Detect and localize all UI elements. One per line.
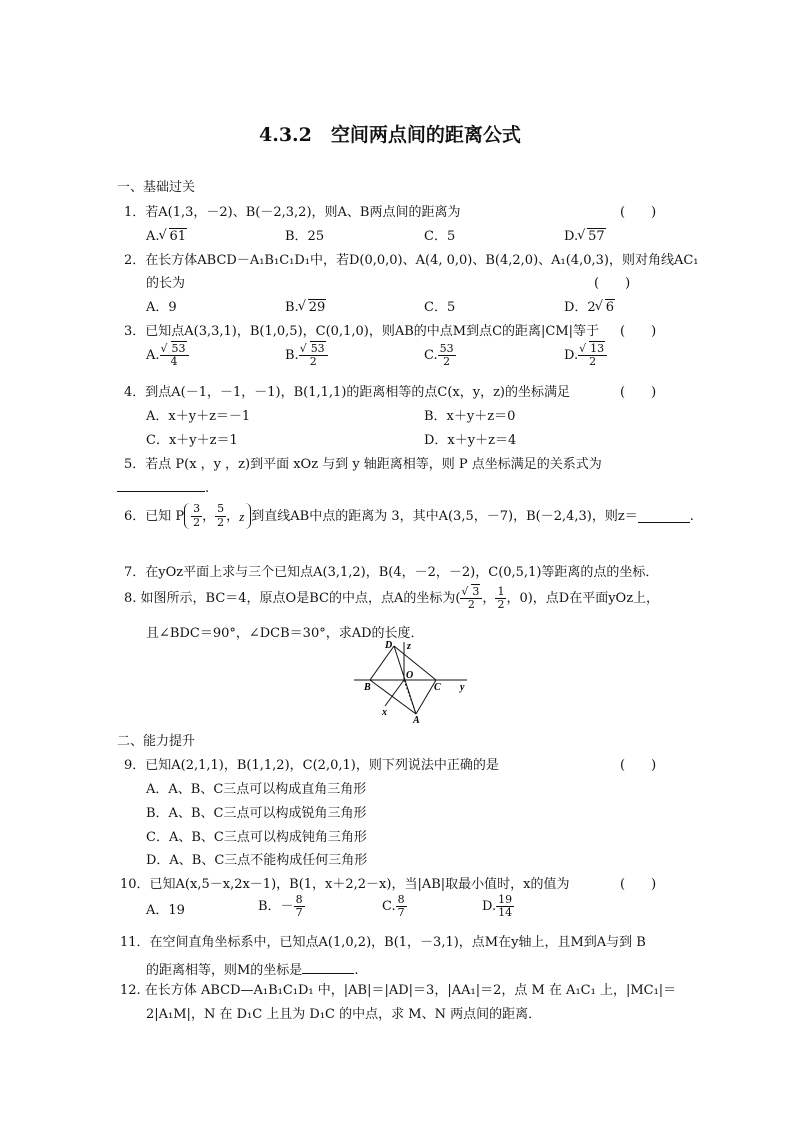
q3-option-c: C. $\frac{53}{2}$ [424, 342, 454, 369]
q3-answer-paren: ( ) [620, 324, 657, 339]
q1-option-d: D.√ 57 [564, 230, 606, 243]
q11-stem-line2: 的距离相等，则M的坐标是 . [146, 960, 358, 977]
q10-option-c: C. $\frac{8}{7}$ [382, 893, 405, 920]
label-d: D [385, 640, 393, 651]
label-o: O [406, 670, 414, 681]
q9-stem: 9．已知A(2,1,1)，B(1,1,2)，C(2,0,1)，则下列说法中正确的是 [124, 758, 499, 773]
q9-option-a: A．A、B、C三点可以构成直角三角形 [146, 782, 367, 797]
q2-answer-paren: ( ) [594, 276, 631, 291]
q8-stem-line2: 且∠BDC＝90°，∠DCB＝30°，求AD的长度． [146, 626, 424, 641]
q8-figure [350, 638, 475, 724]
q4-answer-paren: ( ) [620, 385, 657, 400]
q10-stem: 10．已知A(x,5－x,2x－1)，B(1，x＋2,2－x)，当|AB|取最小值时，x的值为 [120, 877, 570, 892]
q10-option-a: A．19 [146, 903, 185, 918]
q1-stem: 1．若A(1,3，－2)、B(－2,3,2)，则A、B两点间的距离为 [124, 205, 461, 220]
q9-answer-paren: ( ) [620, 758, 657, 773]
q9-option-b: B．A、B、C三点可以构成锐角三角形 [146, 806, 367, 821]
segment-ca [416, 680, 436, 714]
q3-option-a: A. √ $\frac{53}{4}$ [146, 343, 189, 368]
q6-stem: 6．已知 P $\frac{3}{2}$ ， $\frac{5}{2}$ ， z 到直线AB中点的距离为 3，其中A(3,5，－7)，B(－2,4,3)，则z＝ . [124, 502, 694, 529]
q5-answer-blank: . [117, 478, 209, 495]
q2-option-c: C．5 [424, 300, 456, 315]
section-basic-heading: 一、基础过关 [117, 180, 196, 195]
q9-option-d: D．A、B、C三点不能构成任何三角形 [146, 853, 368, 868]
label-y: y [460, 682, 465, 693]
q12-stem-line1: 12. 在长方体 ABCD—A₁B₁C₁D₁ 中，|AB|＝|AD|＝3，|AA₁|＝2，点 M 在 A₁C₁ 上，|MC₁|＝ [120, 983, 677, 998]
label-a: A [413, 715, 420, 724]
q5-stem: 5．若点 P(x ，y ，z)到平面 xOz 与到 y 轴距离相等，则 P 点坐标满足的关系式为 [124, 457, 602, 472]
q12-stem-line2: 2|A₁M|，N 在 D₁C 上且为 D₁C 的中点，求 M、N 两点间的距离． [146, 1007, 542, 1022]
q10-answer-paren: ( ) [620, 877, 657, 892]
segment-ba [370, 680, 416, 714]
q1-option-a: A.√ 61 [146, 230, 187, 243]
q4-option-c: C．x＋y＋z＝1 [146, 433, 238, 448]
q7-stem: 7．在yOz平面上求与三个已知点A(3,1,2)，B(4，－2，－2)，C(0,5,1)等距离的点的坐标． [124, 565, 659, 580]
q10-option-b: B．－ $\frac{8}{7}$ [258, 893, 303, 920]
q4-option-b: B．x＋y＋z＝0 [424, 409, 516, 424]
q10-option-d: D. $\frac{19}{14}$ [482, 893, 513, 920]
label-b: B [364, 682, 371, 693]
label-x: x [382, 707, 387, 718]
q2-option-b: B.√ 29 [285, 301, 326, 314]
q2-stem-line2: 的长为 [146, 276, 186, 291]
label-c: C [434, 682, 441, 693]
q11-stem-line1: 11．在空间直角坐标系中，已知点A(1,0,2)，B(1，－3,1)，点M在y轴上，且M到A与到 B [120, 935, 646, 950]
q2-option-d: D．2√ 6 [564, 301, 615, 314]
q1-option-c: C．5 [424, 229, 456, 244]
q3-stem: 3．已知点A(3,3,1)，B(1,0,5)，C(0,1,0)，则AB的中点M到点C的距离|CM|等于 [124, 324, 600, 339]
label-z: z [407, 641, 411, 652]
q2-option-a: A．9 [146, 300, 177, 315]
q2-stem-line1: 2．在长方体ABCD－A₁B₁C₁D₁中，若D(0,0,0)、A(4, 0,0)、B(4,2,0)、A₁(4,0,3)，则对角线AC₁ [124, 253, 699, 268]
q4-stem: 4．到点A(－1，－1，－1)，B(1,1,1)的距离相等的点C(x，y，z)的坐标满足 [124, 385, 571, 400]
q1-answer-paren: ( ) [620, 205, 657, 220]
section-advanced-heading: 二、能力提升 [117, 734, 196, 749]
q3-option-d: D. √ $\frac{13}{2}$ [564, 343, 607, 368]
segment-db [370, 646, 394, 680]
q9-option-c: C．A、B、C三点可以构成钝角三角形 [146, 830, 367, 845]
q4-option-d: D．x＋y＋z＝4 [424, 433, 517, 448]
segment-dc [394, 646, 436, 680]
q1-option-b: B．25 [285, 229, 325, 244]
q3-option-b: B. √ $\frac{53}{2}$ [285, 343, 328, 368]
q4-option-a: A．x＋y＋z＝－1 [146, 409, 251, 424]
page-title: 4.3.2 空间两点间的距离公式 [259, 124, 521, 146]
q8-stem-line1: 8. 如图所示，BC＝4，原点O是BC的中点，点A的坐标为( √ $\frac{3}{2}$ ， $\frac{1}{2}$ ，0)，点D在平面yOz上， [124, 586, 659, 611]
